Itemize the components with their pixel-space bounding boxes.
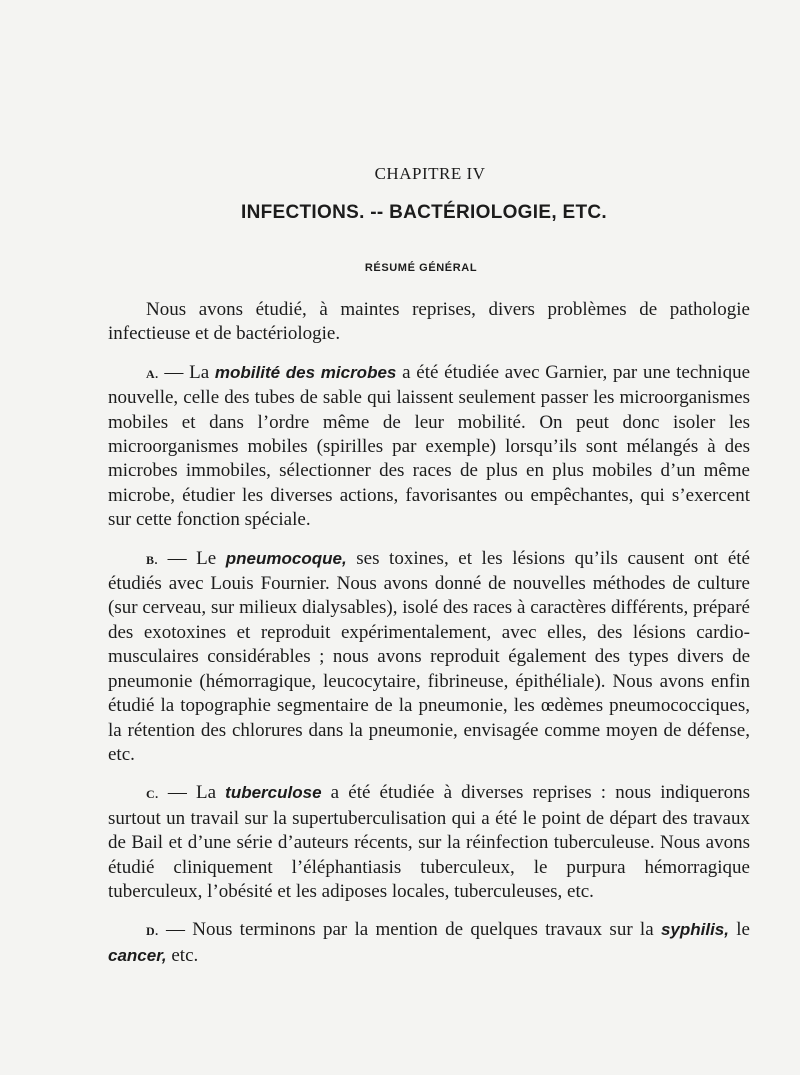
section-text-mid: le bbox=[728, 919, 750, 941]
section-letter: D. bbox=[146, 924, 159, 939]
section-dash: — La bbox=[158, 361, 215, 383]
section-term: mobilité des microbes bbox=[214, 362, 397, 382]
section-letter: B. bbox=[146, 552, 159, 567]
section-text: a été étudiée à diverses reprises : nous indiquerons surtout un travail sur la supertuberculisation qui a été le point de départ des travaux de Bail et d’une série d’auteurs récents, sur la réinfection tuberculeuse. Nous avons étudié cliniquement l’éléphantiasis tuberculeux, le purpura hémorragique tuberculeux, l’obésité et les adiposes locales, tuberculeuses, etc. bbox=[108, 782, 750, 902]
section-d-paragraph bbox=[108, 918, 750, 968]
section-text: ses toxines, et les lésions qu’ils causent ont été étudiés avec Louis Fournier. Nous avons donné de nouvelles méthodes de culture (sur cerveau, sur milieux dialysables), isolé des races à caractères différents, préparé des exotoxines et reproduit expérimentalement, avec elles, des lésions cardio-musculaires considérables ; nous avons reproduit également des types divers de pneumonie (hémorragique, leucocytaire, fibrineuse, épithéliale). Nous avons enfin étudié la topographie segmentaire de la pneumonie, les œdèmes pneumococciques, la rétention des chlorures dans la pneumonie, envisagée comme moyen de défense, etc. bbox=[108, 547, 750, 765]
section-c-paragraph bbox=[108, 781, 750, 904]
section-term: tuberculose bbox=[225, 783, 322, 803]
section-b-paragraph bbox=[108, 547, 750, 768]
chapter-title: INFECTIONS. -- BACTÉRIOLOGIE, ETC. bbox=[241, 202, 607, 223]
summary-heading: RÉSUMÉ GÉNÉRAL bbox=[364, 262, 478, 274]
section-letter: C. bbox=[146, 787, 159, 802]
section-text: a été étudiée avec Garnier, par une technique nouvelle, celle des tubes de sable qui laissent seulement passer les microorganismes mobiles et dans l’ordre même de leur mobilité. On peut donc isoler les microorganismes mobiles (spirilles par exemple) lorsqu’ils sont mélangés à des microbes immobiles, sélectionner des races de plus en plus mobiles d’un même microbe, étudier les diverses actions, favorisantes ou empêchantes, qui s’exercent sur cette fonction spéciale. bbox=[108, 361, 751, 531]
section-dash: — La bbox=[158, 782, 226, 804]
section-text: etc. bbox=[166, 944, 199, 966]
section-a-paragraph bbox=[108, 361, 750, 533]
section-letter: A. bbox=[146, 366, 159, 381]
chapter-number: CHAPITRE IV bbox=[374, 164, 486, 183]
body-text bbox=[108, 298, 750, 968]
section-dash: — Nous terminons par la mention de quelques travaux sur la bbox=[158, 919, 661, 941]
intro-paragraph: Nous avons étudié, à maintes reprises, divers problèmes de pathologie infectieuse et de bactériologie. bbox=[108, 299, 750, 345]
section-dash: — Le bbox=[158, 547, 226, 569]
section-term-2: cancer, bbox=[108, 945, 167, 965]
section-term: pneumocoque, bbox=[225, 548, 347, 568]
section-term: syphilis, bbox=[660, 920, 729, 940]
